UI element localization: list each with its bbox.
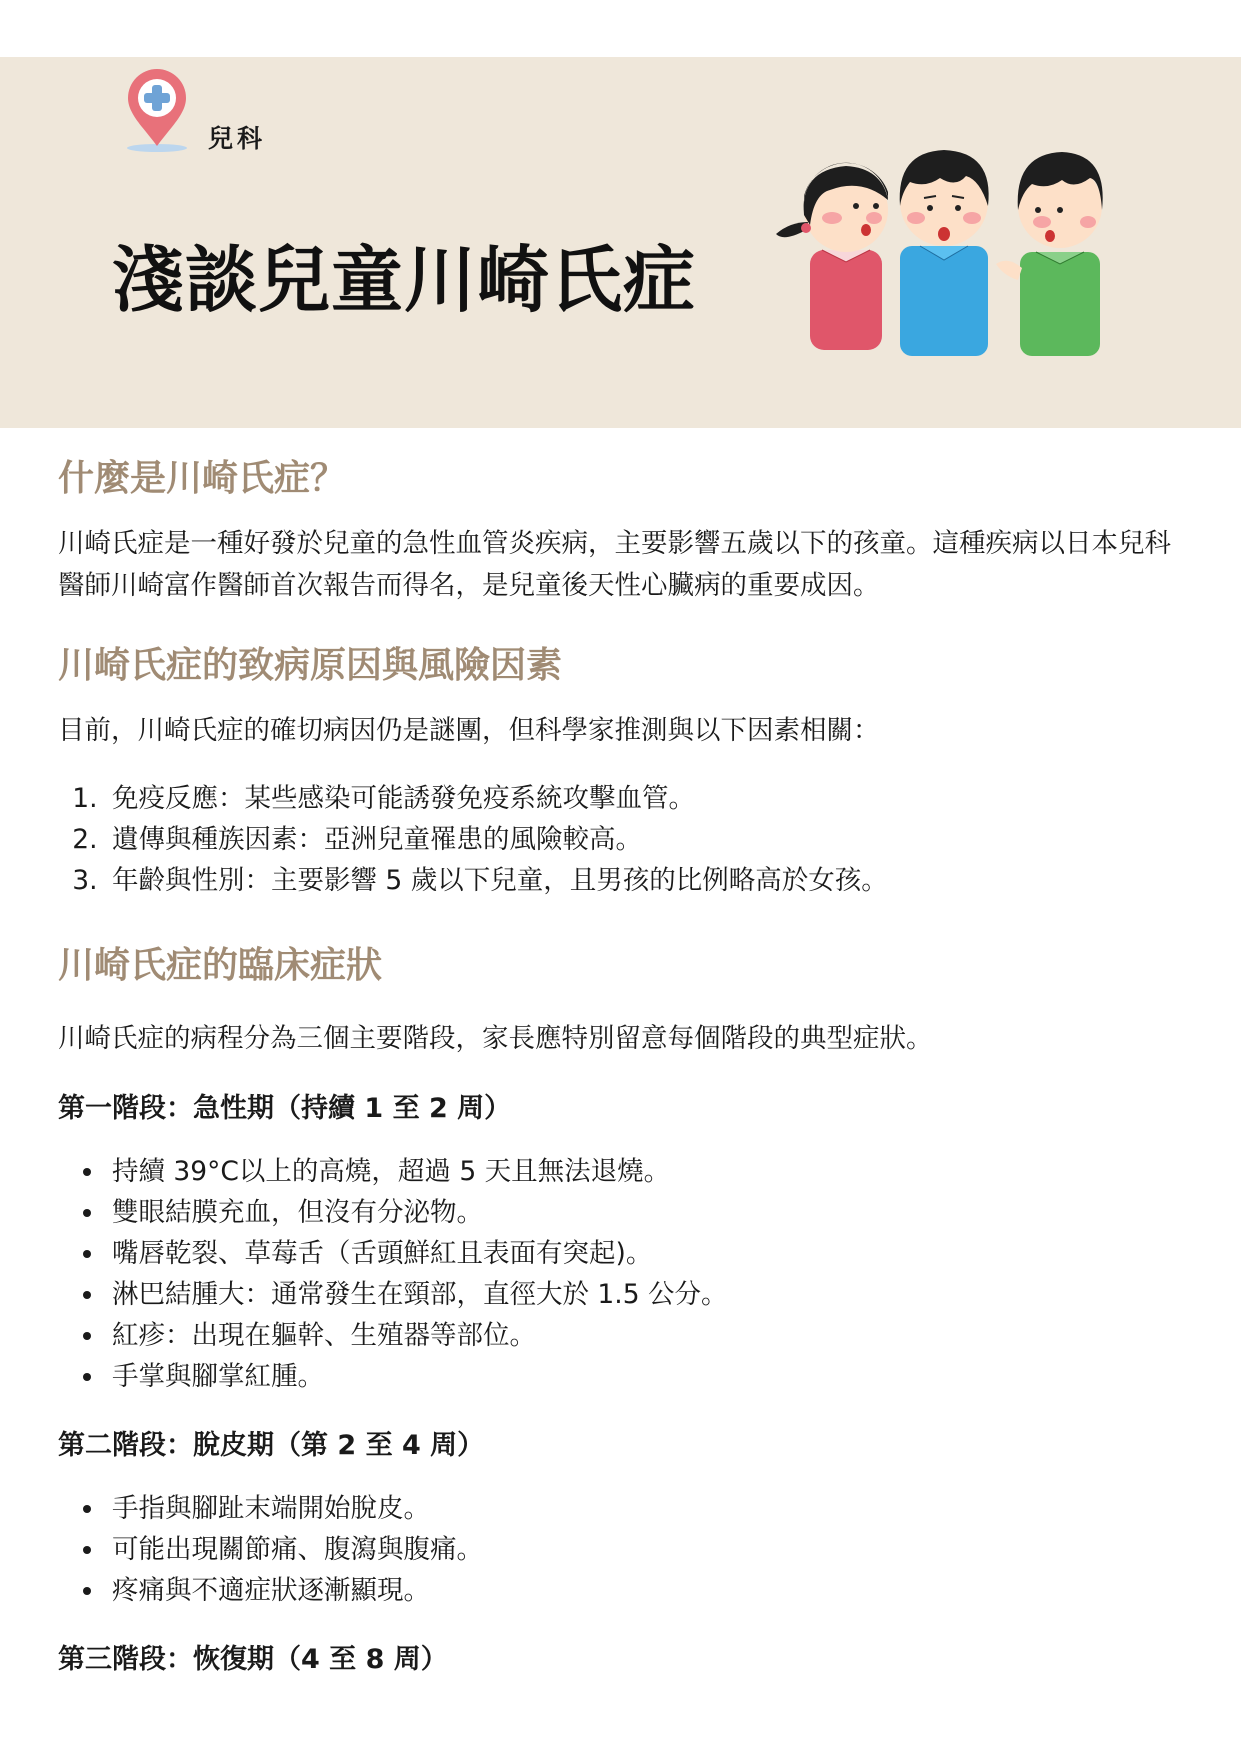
- stage2-list: [58, 1488, 1188, 1611]
- list-item: 3. 年齡與性別：主要影響 5 歲以下兒童，且男孩的比例略高於女孩。: [106, 860, 1188, 901]
- boy-right-figure: [996, 152, 1103, 356]
- list-item: 1. 免疫反應：某些感染可能誘發免疫系統攻擊血管。: [106, 778, 1188, 819]
- causes-intro: 目前，川崎氏症的確切病因仍是謎團，但科學家推測與以下因素相關：: [58, 715, 880, 746]
- article-body: [58, 450, 1188, 1676]
- symptoms-intro: 川崎氏症的病程分為三個主要階段，家長應特別留意每個階段的典型症狀。: [58, 1023, 933, 1054]
- girl-figure: [776, 163, 888, 350]
- boy-center-figure: [900, 150, 989, 356]
- list-item: • 可能出現關節痛、腹瀉與腹痛。: [106, 1529, 1188, 1570]
- list-item: • 疼痛與不適症狀逐漸顯現。: [106, 1570, 1188, 1611]
- three-children-talking-illustration: [770, 130, 1130, 360]
- list-item: • 嘴唇乾裂、草莓舌（舌頭鮮紅且表面有突起)。: [106, 1233, 1188, 1274]
- section-heading-symptoms: 川崎氏症的臨床症狀: [58, 945, 383, 986]
- section-heading-what: 什麼是川崎氏症？: [58, 458, 347, 499]
- department-label: 兒科: [208, 124, 267, 153]
- causes-list: [58, 778, 1188, 901]
- list-item: • 手指與腳趾末端開始脫皮。: [106, 1488, 1188, 1529]
- stage2-title: 第二階段：脫皮期（第 2 至 4 周）: [58, 1430, 485, 1461]
- list-item: • 淋巴結腫大：通常發生在頸部，直徑大於 1.5 公分。: [106, 1274, 1188, 1315]
- list-item: • 紅疹：出現在軀幹、生殖器等部位。: [106, 1315, 1188, 1356]
- page-title: 淺談兒童川崎氏症: [112, 238, 697, 322]
- section-paragraph-what: 川崎氏症是一種好發於兒童的急性血管炎疾病，主要影響五歲以下的孩童。這種疾病以日本兒科醫師川崎富作醫師首次報告而得名，是兒童後天性心臟病的重要成因。: [58, 528, 1171, 601]
- list-item: • 雙眼結膜充血，但沒有分泌物。: [106, 1192, 1188, 1233]
- stage1-title: 第一階段：急性期（持續 1 至 2 周）: [58, 1093, 512, 1124]
- list-item: • 持續 39°C以上的高燒，超過 5 天且無法退燒。: [106, 1151, 1188, 1192]
- medical-pin-icon: [124, 68, 190, 154]
- list-item: • 手掌與腳掌紅腫。: [106, 1356, 1188, 1397]
- list-item: 2. 遺傳與種族因素：亞洲兒童罹患的風險較高。: [106, 819, 1188, 860]
- stage1-list: [58, 1151, 1188, 1397]
- stage3-title: 第三階段：恢復期（4 至 8 周）: [58, 1644, 448, 1675]
- section-heading-causes: 川崎氏症的致病原因與風險因素: [58, 645, 563, 686]
